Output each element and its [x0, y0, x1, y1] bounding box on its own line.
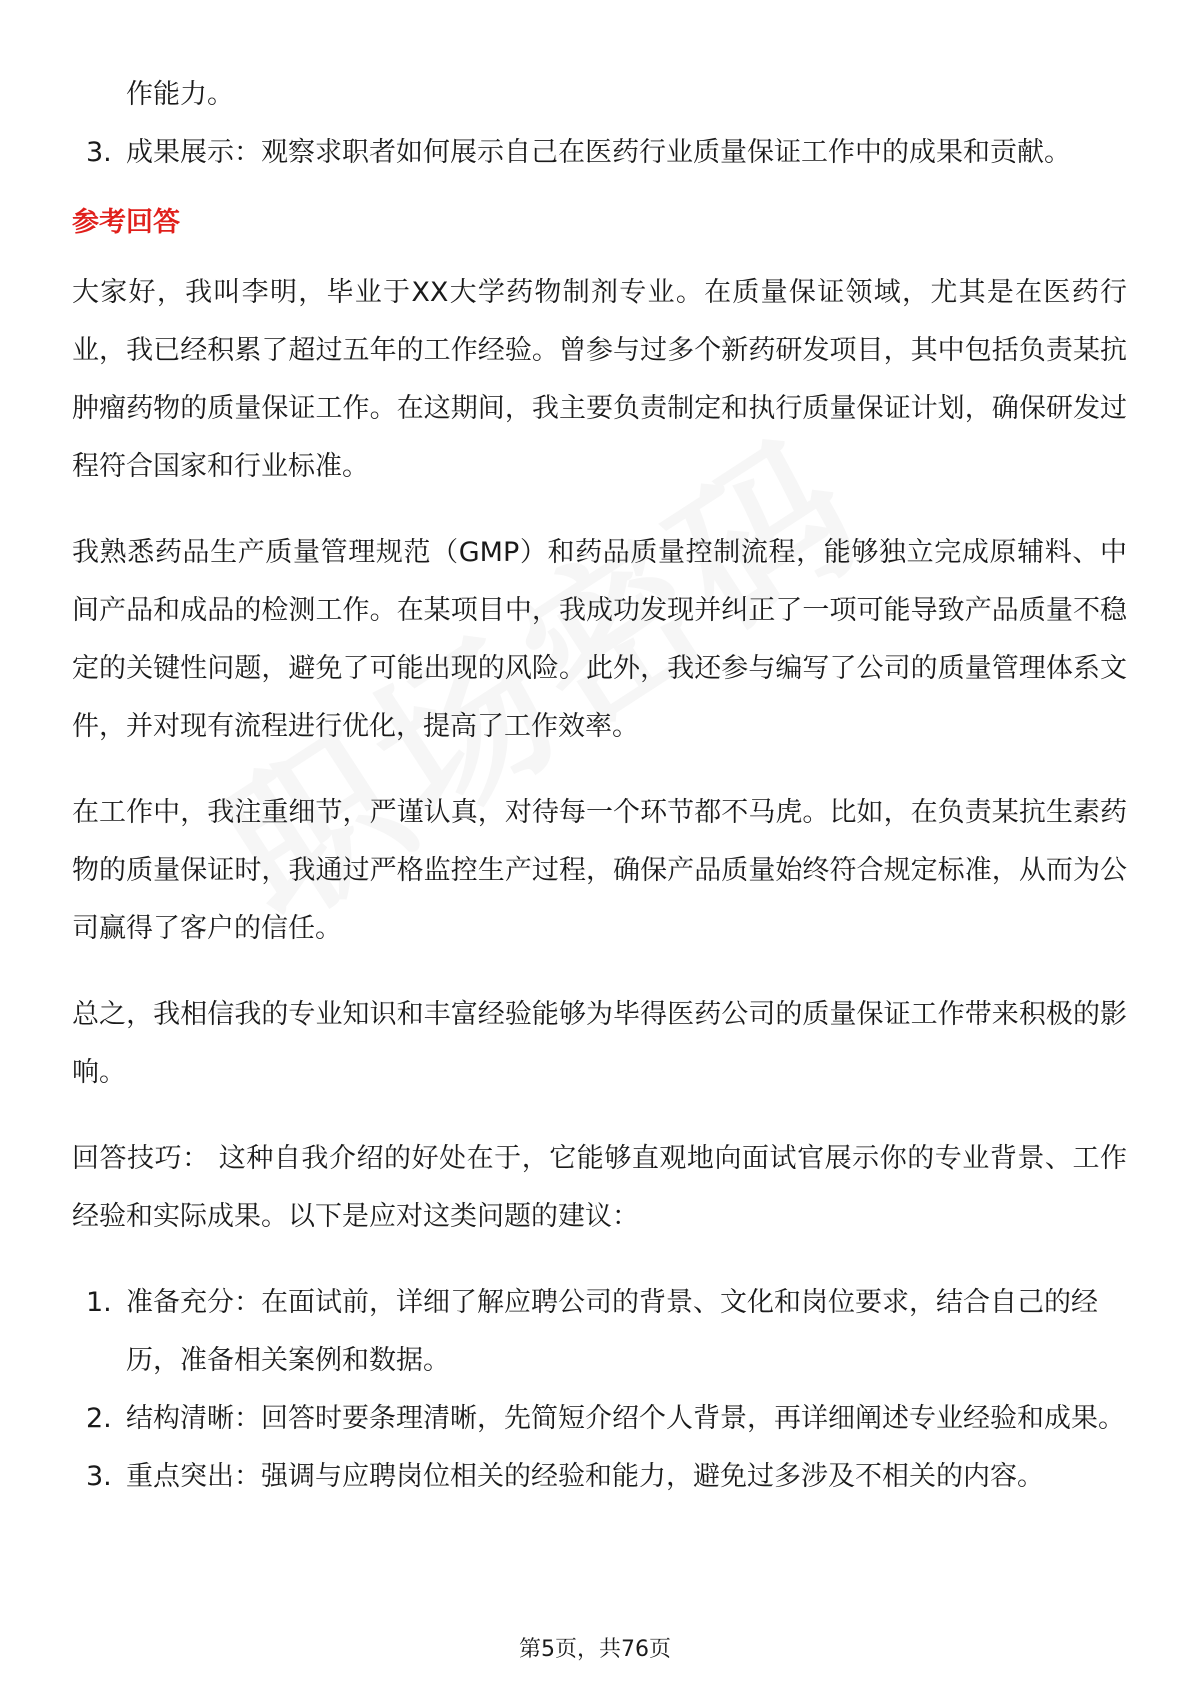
list-item-text: 重点突出：强调与应聘岗位相关的经验和能力，避免过多涉及不相关的内容。 — [126, 1461, 1044, 1492]
list-item-text: 准备充分：在面试前，详细了解应聘公司的背景、文化和岗位要求，结合自己的经历，准备相关案例和数据。 — [126, 1287, 1098, 1376]
answer-tips-intro: 回答技巧： 这种自我介绍的好处在于，它能够直观地向面试官展示你的专业背景、工作经验和实际成果。以下是应对这类问题的建议： — [72, 1143, 1127, 1232]
criteria-list — [72, 124, 1127, 182]
list-item — [72, 1390, 1127, 1448]
answer-paragraph-1: 大家好，我叫李明，毕业于XX大学药物制剂专业。在质量保证领域，尤其是在医药行业，我已经积累了超过五年的工作经验。曾参与过多个新药研发项目，其中包括负责某抗肿瘤药物的质量保证工作。在这期间，我主要负责制定和执行质量保证计划，确保研发过程符合国家和行业标准。 — [72, 277, 1127, 482]
tips-list — [72, 1274, 1127, 1506]
list-item — [72, 1448, 1127, 1506]
page-content — [72, 66, 1127, 1506]
page-footer: 第5页，共76页 — [519, 1637, 671, 1662]
answer-paragraph-2: 我熟悉药品生产质量管理规范（GMP）和药品质量控制流程，能够独立完成原辅料、中间产品和成品的检测工作。在某项目中，我成功发现并纠正了一项可能导致产品质量不稳定的关键性问题，避免了可能出现的风险。此外，我还参与编写了公司的质量管理体系文件，并对现有流程进行优化，提高了工作效率。 — [72, 537, 1127, 742]
list-item — [72, 124, 1127, 182]
prev-item-tail: 作能力。 — [126, 79, 234, 110]
list-item-text: 结构清晰：回答时要条理清晰，先简短介绍个人背景，再详细阐述专业经验和成果。 — [126, 1403, 1125, 1434]
list-item-text: 成果展示：观察求职者如何展示自己在医药行业质量保证工作中的成果和贡献。 — [126, 137, 1071, 168]
answer-paragraph-4: 总之，我相信我的专业知识和丰富经验能够为毕得医药公司的质量保证工作带来积极的影响。 — [72, 999, 1127, 1088]
section-title: 参考回答 — [72, 207, 180, 238]
list-item-number: 3. — [86, 137, 112, 168]
list-item-number: 2. — [86, 1403, 112, 1434]
answer-paragraph-3: 在工作中，我注重细节，严谨认真，对待每一个环节都不马虎。比如，在负责某抗生素药物的质量保证时，我通过严格监控生产过程，确保产品质量始终符合规定标准，从而为公司赢得了客户的信任。 — [72, 797, 1127, 944]
list-item-number: 1. — [86, 1287, 112, 1318]
list-item-number: 3. — [86, 1461, 112, 1492]
list-item — [72, 1274, 1127, 1390]
